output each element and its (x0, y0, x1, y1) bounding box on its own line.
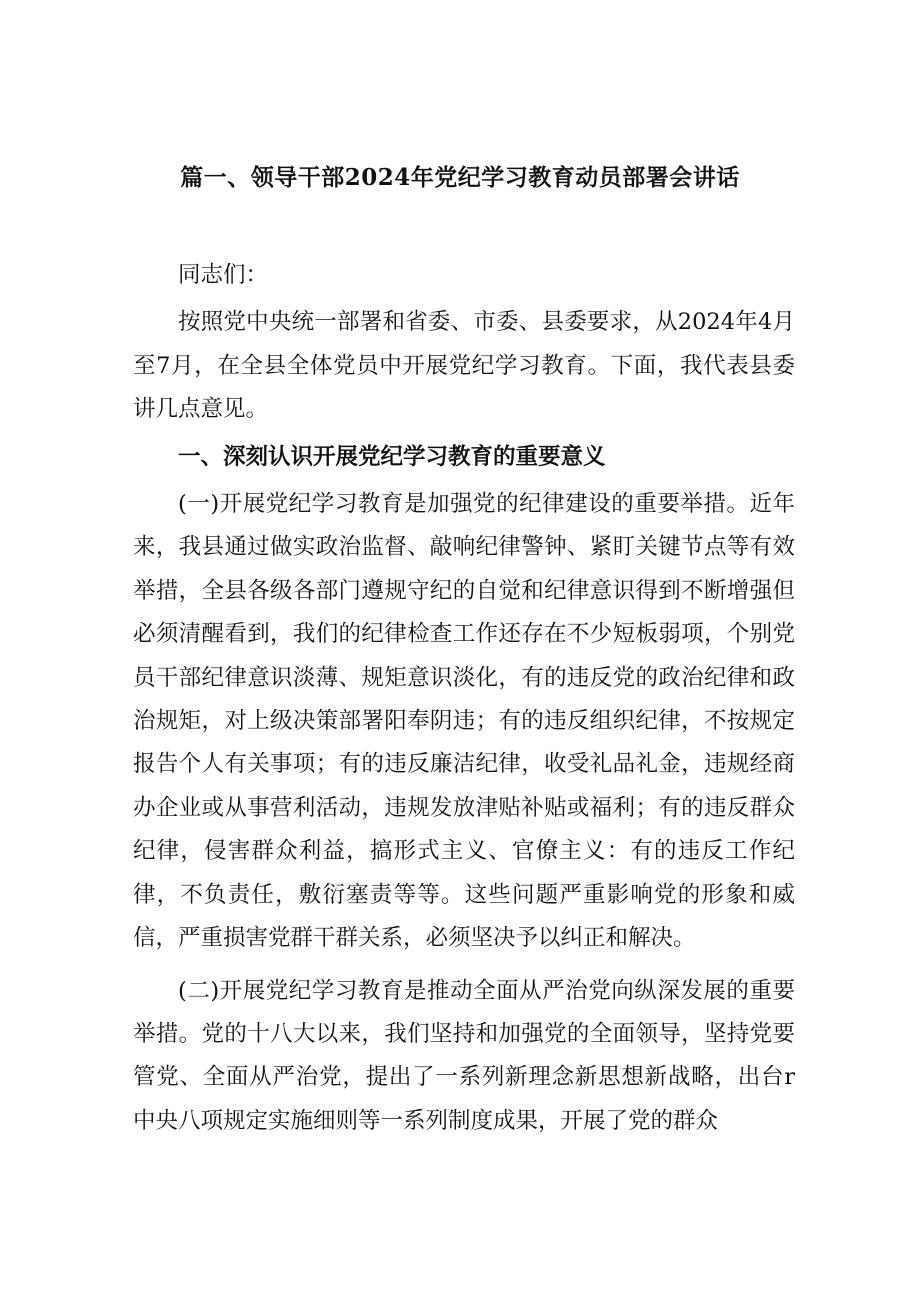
document-body (133, 254, 795, 1143)
intro-paragraph: 按照党中央统一部署和省委、市委、县委要求，从2024年4月至7月，在全县全体党员中开展党纪学习教育。下面，我代表县委讲几点意见。 (133, 309, 795, 423)
paragraph-1: (一)开展党纪学习教育是加强党的纪律建设的重要举措。近年来，我县通过做实政治监督、敲响纪律警钟、紧盯关键节点等有效举措，全县各级各部门遵规守纪的自觉和纪律意识得到不断增强但必须清醒看到，我们的纪律检查工作还存在不少短板弱项，个别党员干部纪律意识淡薄、规矩意识淡化，有的违反党的政治纪律和政治规矩，对上级决策部署阳奉阴违；有的违反组织纪律，不按规定报告个人有关事项；有的违反廉洁纪律，收受礼品礼金，违规经商办企业或从事营利活动，违规发放津贴补贴或福利；有的违反群众纪律，侵害群众利益，搞形式主义、官僚主义：有的违反工作纪律，不负责任，敷衍塞责等等。这些问题严重影响党的形象和威信，严重损害党群干群关系，必须坚决予以纠正和解决。 (133, 491, 795, 952)
paragraph-2: (二)开展党纪学习教育是推动全面从严治党向纵深发展的重要举措。党的十八大以来，我们坚持和加强党的全面领导，坚持党要管党、全面从严治党，提出了一系列新理念新思想新战略，出台r中央八项规定实施细则等一系列制度成果，开展了党的群众 (133, 977, 795, 1134)
salutation: 同志们： (178, 262, 269, 288)
document-title: 篇一、领导干部2024年党纪学习教育动员部署会讲话 (180, 164, 740, 191)
section-heading: 一、深刻认识开展党纪学习教育的重要意义 (178, 443, 606, 470)
